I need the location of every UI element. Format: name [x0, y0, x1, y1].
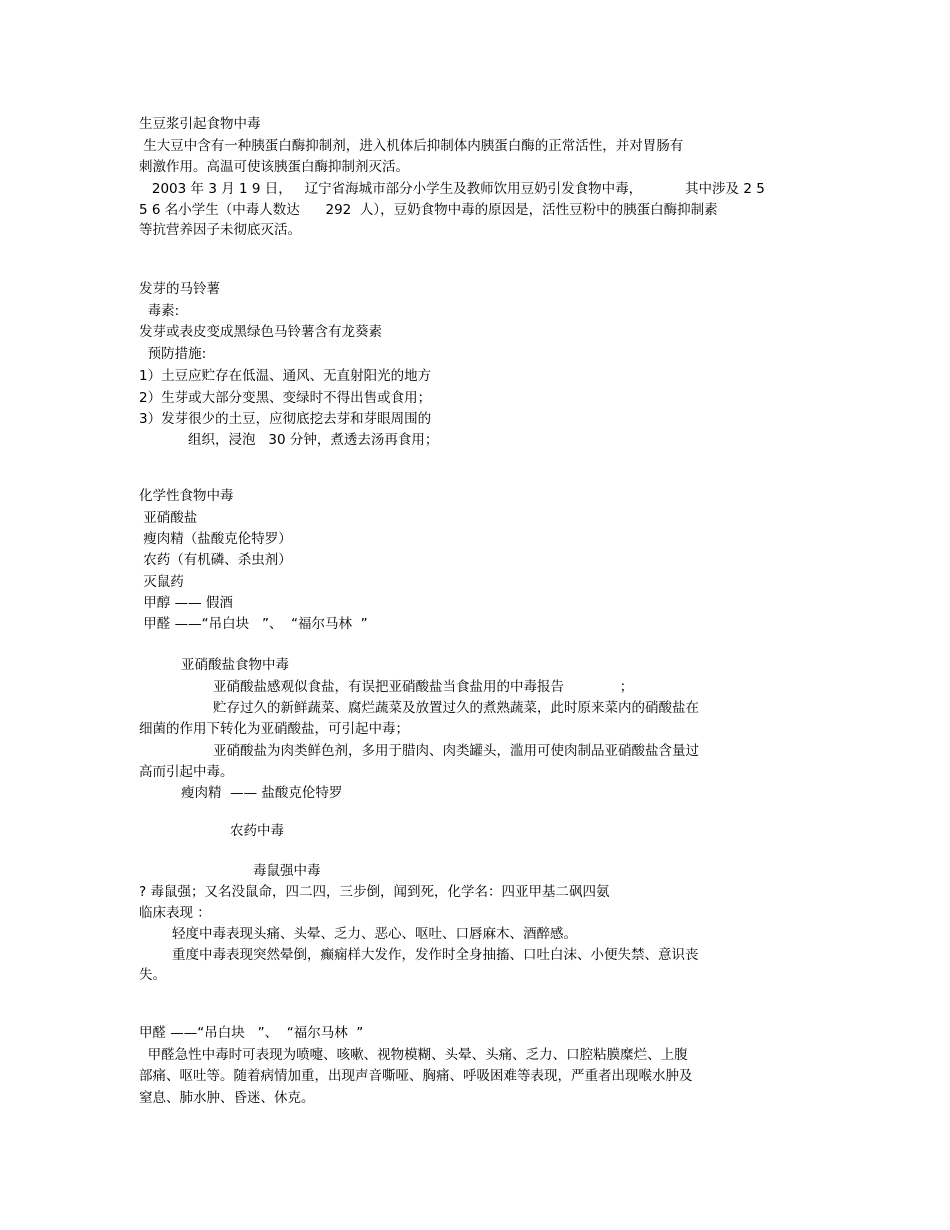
- paragraph-line: 甲醛急性中毒时可表现为喷嚏、咳嗽、视物模糊、头晕、头痛、乏力、口腔粘膜糜烂、上腹: [139, 1047, 688, 1063]
- paragraph-line: 亚硝酸盐感观似食盐，有误把亚硝酸盐当食盐用的中毒报告 ；: [213, 679, 634, 695]
- paragraph-line: 5 6 名小学生（中毒人数达 292 人），豆奶食物中毒的原因是，活性豆粉中的胰蛋白酶抑制素: [139, 202, 718, 218]
- paragraph-line: 高而引起中毒。: [139, 764, 234, 780]
- paragraph-line: 等抗营养因子未彻底灭活。: [139, 222, 301, 238]
- subheading-pesticide: 农药中毒: [230, 823, 284, 839]
- paragraph-line: 重度中毒表现突然晕倒，癫痫样大发作，发作时全身抽搐、口吐白沫、小便失禁、意识丧: [172, 947, 699, 963]
- paragraph-line: 发芽或表皮变成黑绿色马铃薯含有龙葵素: [139, 324, 382, 340]
- list-item-continuation: 组织，浸泡 30 分钟，煮透去汤再食用；: [188, 432, 439, 448]
- paragraph-line: 生大豆中含有一种胰蛋白酶抑制剂，进入机体后抑制体内胰蛋白酶的正常活性，并对胃肠有: [139, 138, 684, 154]
- paragraph-line: 2003 年 3 月 1 9 日， 辽宁省海城市部分小学生及教师饮用豆奶引发食物中毒， 其中涉及 2 5: [139, 181, 765, 197]
- list-item: 1）土豆应贮存在低温、通风、无直射阳光的地方: [139, 368, 432, 384]
- section-title-rodenticide: 毒鼠强中毒: [253, 863, 321, 879]
- paragraph-line: 亚硝酸盐为肉类鲜色剂，多用于腊肉、肉类罐头，滥用可使肉制品亚硝酸盐含量过: [213, 743, 699, 759]
- list-item: 农药（有机磷、杀虫剂）: [139, 552, 292, 568]
- list-item: 2）生芽或大部分变黑、变绿时不得出售或食用；: [139, 390, 432, 406]
- paragraph-line: 轻度中毒表现头痛、头晕、乏力、恶心、呕吐、口唇麻木、酒醉感。: [172, 926, 577, 942]
- label: 预防措施:: [139, 346, 207, 362]
- list-item: 瘦肉精（盐酸克伦特罗）: [139, 531, 292, 547]
- label: 临床表现 ：: [139, 905, 211, 921]
- section-title-formaldehyde: 甲醛 ——“吊白块 ”、 “福尔马林 ”: [139, 1025, 364, 1041]
- paragraph-line: 失。: [139, 967, 166, 983]
- list-item: 甲醇 —— 假酒: [139, 595, 233, 611]
- list-item: 亚硝酸盐: [139, 510, 198, 526]
- section-title-potato: 发芽的马铃薯: [139, 281, 220, 297]
- label: 毒素:: [139, 303, 180, 319]
- subheading-clenbuterol: 瘦肉精 —— 盐酸克伦特罗: [181, 785, 343, 801]
- section-title-soy: 生豆浆引起食物中毒: [139, 116, 261, 132]
- section-title-chemical: 化学性食物中毒: [139, 488, 234, 504]
- section-title-nitrite: 亚硝酸盐食物中毒: [181, 657, 289, 673]
- paragraph-line: ? 毒鼠强；又名没鼠命，四二四，三步倒，闻到死，化学名：四亚甲基二砜四氨: [139, 884, 610, 900]
- paragraph-line: 细菌的作用下转化为亚硝酸盐，可引起中毒；: [139, 721, 409, 737]
- paragraph-line: 部痛、呕吐等。随着病情加重，出现声音嘶哑、胸痛、呼吸困难等表现，严重者出现喉水肿及: [139, 1068, 693, 1084]
- paragraph-line: 贮存过久的新鲜蔬菜、腐烂蔬菜及放置过久的煮熟蔬菜，此时原来菜内的硝酸盐在: [213, 700, 699, 716]
- list-item: 甲醛 ——“吊白块 ”、 “福尔马林 ”: [139, 616, 368, 632]
- list-item: 3）发芽很少的土豆，应彻底挖去芽和芽眼周围的: [139, 411, 432, 427]
- list-item: 灭鼠药: [139, 574, 184, 590]
- paragraph-line: 窒息、肺水肿、昏迷、休克。: [139, 1090, 315, 1106]
- paragraph-line: 刺激作用。高温可使该胰蛋白酶抑制剂灭活。: [139, 159, 409, 175]
